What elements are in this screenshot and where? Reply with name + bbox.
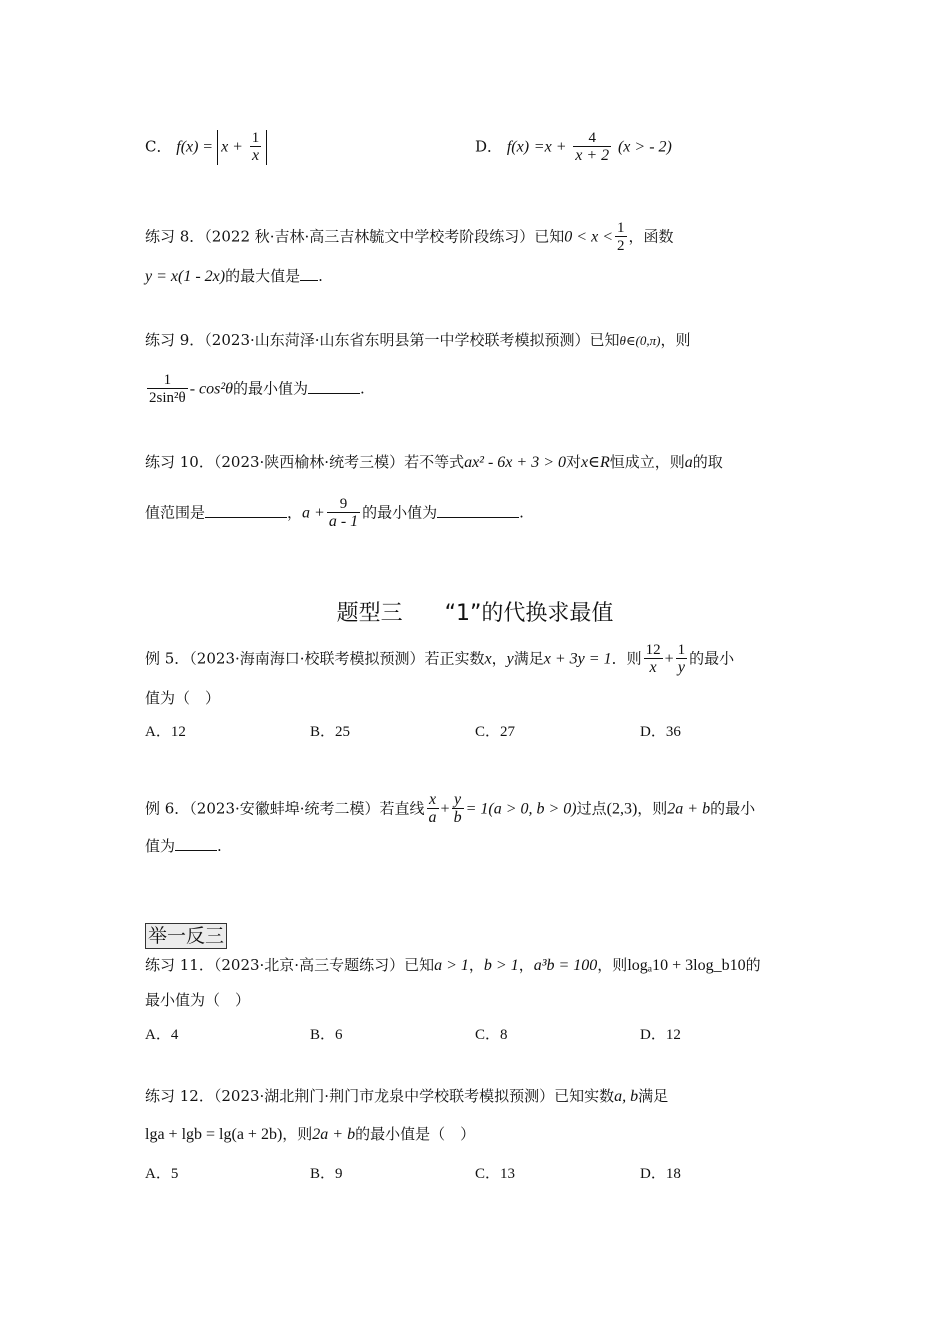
- section-title: 题型三 “1”的代换求最值: [336, 601, 614, 626]
- exercise-11-line-1: 练习 11．（2023·北京·高三专题练习）已知a > 1，b > 1，a³b = 100，则logₐ10 + 3log_b10的: [145, 956, 761, 974]
- exercise-9-line-2: $\frac{1}{\text{2sin²θ}}$ - cos²θ的最小值为 .: [149, 372, 365, 406]
- example-5-option-d: D．36: [640, 724, 681, 740]
- exercise-11-option-c: C．8: [475, 1027, 508, 1043]
- option-c: C． f(x) = x + $\frac{1}{x}$: [145, 130, 267, 165]
- exercise-8-line-1: 练习 8．（2022 秋·吉林·高三吉林毓文中学校考阶段练习）已知0 < x < $\frac{1}{2}$ ，函数: [145, 220, 674, 254]
- example-6-line-2: 值为 .: [145, 837, 222, 855]
- fraction: $\frac{1}{\text{2sin²θ}}$: [149, 372, 186, 406]
- answer-blank: [175, 836, 217, 851]
- abs-value: x + $\frac{1}{x}$: [217, 130, 267, 165]
- example-5-option-c: C．27: [475, 724, 516, 740]
- exercise-12-option-c: C．13: [475, 1166, 516, 1182]
- exercise-9-line-1: 练习 9．（2023·山东菏泽·山东省东明县第一中学校联考模拟预测）已知θ∈(0,π)，则: [145, 331, 691, 349]
- exercise-11-option-d: D．12: [640, 1027, 681, 1043]
- fraction: $\frac{12}{x}$: [645, 642, 661, 676]
- exercise-10-line-2: 值范围是 ，a + $\frac{9}{a - 1}$ 的最小值为 .: [145, 496, 524, 530]
- fraction: $\frac{9}{a - 1}$: [328, 496, 359, 530]
- fraction: $\frac{y}{b}$: [453, 791, 462, 826]
- fraction: $\frac{1}{2}$: [617, 220, 625, 254]
- answer-blank: [308, 379, 360, 394]
- exercise-11-line-2: 最小值为（ ）: [145, 991, 251, 1009]
- fraction: $\frac{1}{x}$: [251, 130, 260, 164]
- fraction: $\frac{4}{x + 2}$: [575, 130, 610, 164]
- exercise-11-option-b: B．6: [310, 1027, 343, 1043]
- example-6-line-1: 例 6．（2023·安徽蚌埠·统考二模）若直线 $\frac{x}{a}$ + $\frac{y}{b}$ = 1(a > 0, b > 0)过点(2,3)，则2a + b的最小: [145, 791, 756, 826]
- exercise-11-option-a: A．4: [145, 1027, 179, 1043]
- example-5-line-1: 例 5．（2023·海南海口·校联考模拟预测）若正实数x，y满足x + 3y = 1．则 $\frac{12}{x}$ + $\frac{1}{y}$ 的最小: [145, 642, 735, 676]
- practice-label: 举一反三: [145, 923, 227, 949]
- exercise-12-option-a: A．5: [145, 1166, 179, 1182]
- fraction: $\frac{x}{a}$: [428, 791, 437, 826]
- exercise-10-line-1: 练习 10．（2023·陕西榆林·统考三模）若不等式ax² - 6x + 3 > 0对x∈R恒成立，则a的取: [145, 453, 723, 471]
- example-5-option-a: A．12: [145, 724, 186, 740]
- example-5-option-b: B．25: [310, 724, 351, 740]
- exercise-12-line-1: 练习 12．（2023·湖北荆门·荆门市龙泉中学校联考模拟预测）已知实数a, b满足: [145, 1087, 669, 1105]
- exercise-12-option-d: D．18: [640, 1166, 681, 1182]
- option-d: D． f(x) =x + $\frac{4}{x + 2}$ (x > - 2): [475, 130, 672, 164]
- exercise-12-option-b: B．9: [310, 1166, 343, 1182]
- answer-blank: [437, 503, 519, 518]
- answer-blank: [300, 266, 318, 281]
- exercise-12-line-2: lga + lgb = lg(a + 2b)，则2a + b的最小值是（ ）: [145, 1125, 476, 1143]
- exercise-8-line-2: y = x(1 - 2x)的最大值是 .: [145, 267, 323, 285]
- answer-blank: [205, 503, 287, 518]
- example-5-line-2: 值为（ ）: [145, 689, 221, 707]
- fraction: $\frac{1}{y}$: [677, 642, 686, 676]
